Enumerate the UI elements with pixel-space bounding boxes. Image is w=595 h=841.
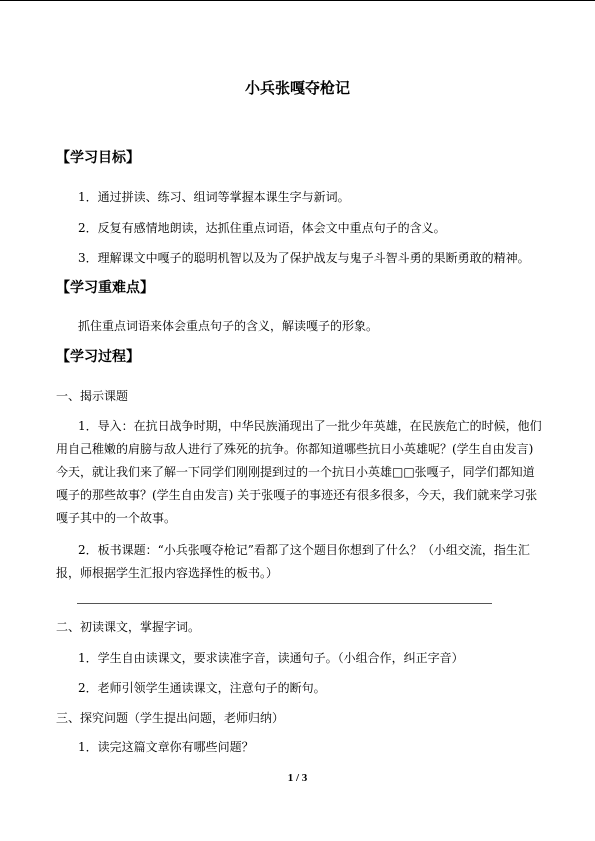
part1-para1-line: 用自己稚嫩的肩膀与敌人进行了殊死的抗争。你都知道哪些抗日小英雄呢？(学生自由发言) (56, 442, 534, 456)
goal-item-1: 1．通过拼读、练习、组词等掌握本课生字与新词。 (78, 190, 350, 204)
part1-title: 一、揭示课题 (56, 389, 129, 403)
part1-para1-line: 1．导入：在抗日战争时期，中华民族涌现出了一批少年英雄，在民族危亡的时候，他们 (78, 419, 542, 433)
part1-para1-line: 今天，就让我们来了解一下同学们刚刚提到过的一个抗日小英雄□□张嘎子，同学们都知道 (56, 465, 535, 479)
part2-item: 2．老师引领学生通读课文，注意句子的断句。 (78, 681, 326, 695)
part1-para2-line: 报，师根据学生汇报内容选择性的板书。） (56, 566, 279, 580)
keypoints-heading: 【学习重难点】 (56, 280, 154, 296)
goal-item-3: 3．理解课文中嘎子的聪明机智以及为了保护战友与鬼子斗智斗勇的果断勇敢的精神。 (78, 251, 530, 265)
answer-line (77, 603, 492, 604)
document-title: 小兵张嘎夺枪记 (244, 79, 350, 97)
part2-item: 1．学生自由读课文，要求读准字音，读通句子。（小组合作，纠正字音） (78, 651, 464, 665)
process-heading: 【学习过程】 (56, 349, 140, 365)
part2-title: 二、初读课文，掌握字词。 (56, 620, 201, 634)
goal-item-2: 2．反复有感情地朗读，达抓住重点词语，体会文中重点句子的含义。 (78, 221, 446, 235)
part1-para1-line: 嘎子其中的一个故事。 (56, 511, 177, 525)
goals-heading: 【学习目标】 (56, 150, 140, 166)
page-number: 1 / 3 (287, 772, 308, 784)
part1-para1-line: 嘎子的那些故事？(学生自由发言) 关于张嘎子的事迹还有很多很多，今天，我们就来学习张 (56, 488, 538, 502)
part3-title: 三、探究问题（学生提出问题，老师归纳） (56, 711, 285, 725)
part3-item: 1．读完这篇文章你有哪些问题？ (78, 740, 254, 754)
part1-para2-line: 2．板书课题：“小兵张嘎夺枪记”看都了这个题目你想到了什么？（小组交流，指生汇 (78, 543, 530, 557)
keypoints-text: 抓住重点词语来体会重点句子的含义，解读嘎子的形象。 (78, 319, 379, 333)
